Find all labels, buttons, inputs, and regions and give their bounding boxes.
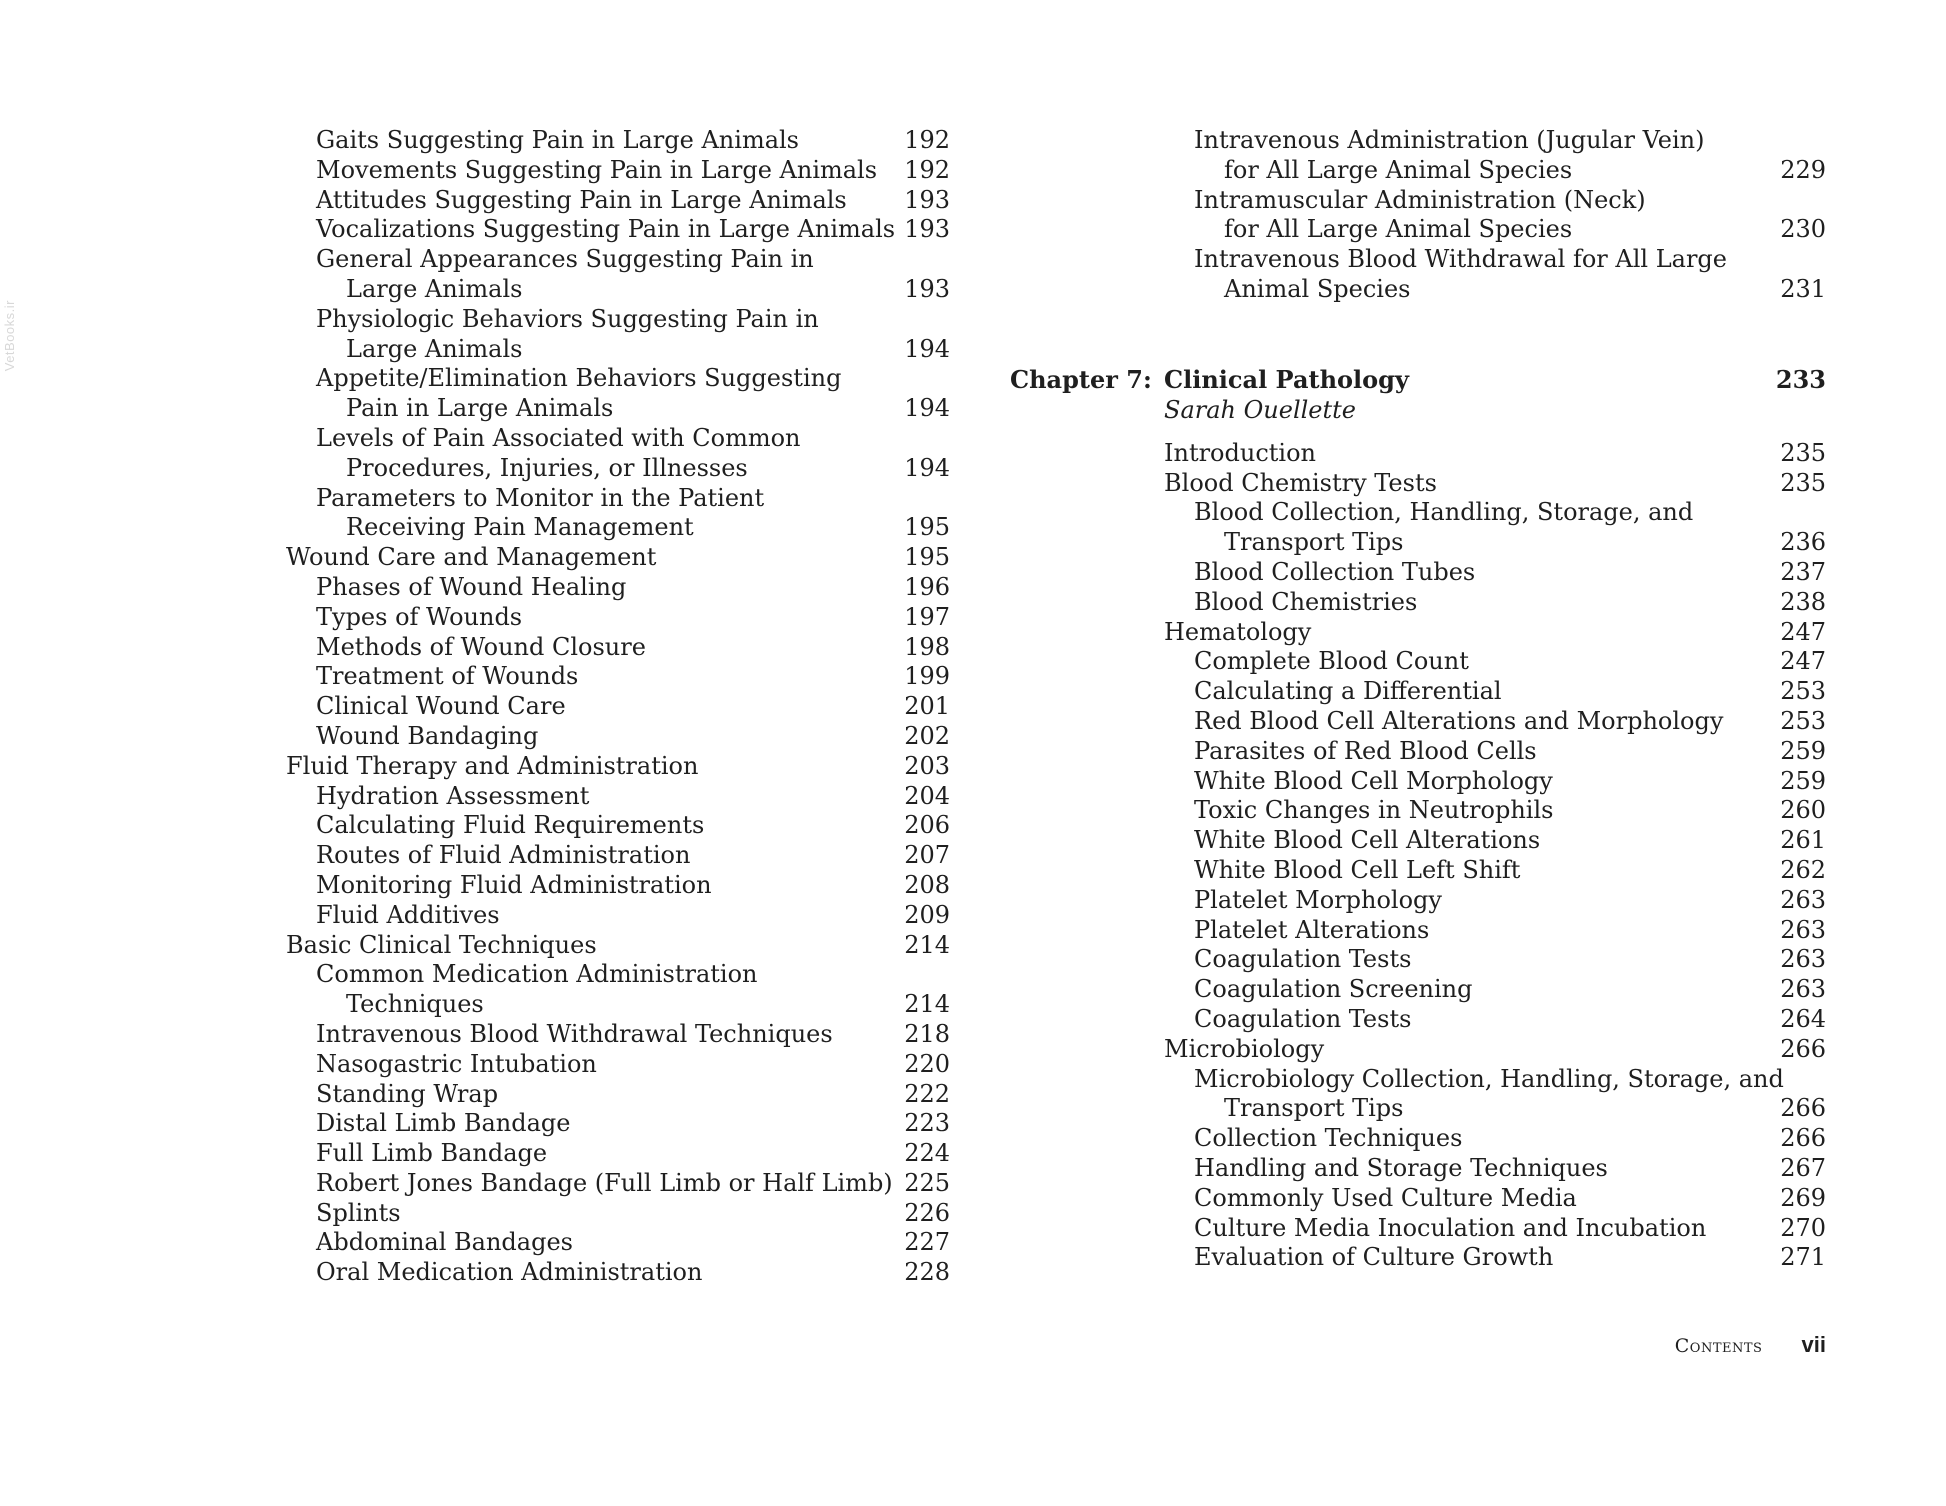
- toc-entry-page: 202: [904, 721, 950, 750]
- toc-entry-page: 270: [1780, 1213, 1826, 1242]
- footer-page-number: vii: [1801, 1332, 1826, 1357]
- toc-entry-page: 228: [904, 1258, 950, 1287]
- toc-entry-title: Physiologic Behaviors Suggesting Pain in: [316, 304, 819, 333]
- page-footer: [1675, 1330, 1826, 1360]
- toc-entry-title: Full Limb Bandage: [316, 1139, 548, 1168]
- watermark: VetBooks.ir: [2, 300, 17, 372]
- toc-entry[interactable]: [286, 1080, 950, 1110]
- toc-entry: [1010, 186, 1826, 216]
- toc-entry-page: 214: [904, 990, 950, 1019]
- toc-entry-title: Parasites of Red Blood Cells: [1194, 736, 1537, 765]
- toc-entry-title: Intramuscular Administration (Neck): [1194, 185, 1646, 214]
- toc-entry-page: 194: [904, 453, 950, 482]
- toc-entry-title: Coagulation Screening: [1194, 975, 1473, 1004]
- toc-entry-title: Blood Collection Tubes: [1194, 557, 1476, 586]
- toc-entry-page: 237: [1780, 557, 1826, 586]
- toc-entry[interactable]: [286, 603, 950, 633]
- toc-entry-title: Movements Suggesting Pain in Large Animals: [316, 155, 878, 184]
- toc-entry-title: Levels of Pain Associated with Common: [316, 423, 801, 452]
- toc-entry[interactable]: [286, 1139, 950, 1169]
- toc-entry-title: Distal Limb Bandage: [316, 1109, 571, 1138]
- toc-entry-title: Fluid Additives: [316, 900, 500, 929]
- toc-entry-title: Intravenous Administration (Jugular Vein): [1194, 126, 1705, 154]
- toc-entry-title: Evaluation of Culture Growth: [1194, 1243, 1554, 1272]
- toc-entry-page: 192: [904, 126, 950, 154]
- toc-entry[interactable]: [1010, 707, 1826, 737]
- toc-entry-title: Collection Techniques: [1194, 1124, 1463, 1153]
- toc-entry-title: Blood Chemistry Tests: [1164, 468, 1437, 497]
- toc-entry[interactable]: [286, 1020, 950, 1050]
- toc-entry[interactable]: [1010, 528, 1826, 558]
- toc-entry-title: Common Medication Administration: [316, 960, 758, 989]
- toc-entry[interactable]: [286, 454, 950, 484]
- toc-entry-page: 193: [904, 215, 950, 244]
- toc-entry-title: White Blood Cell Left Shift: [1194, 855, 1521, 884]
- toc-entry[interactable]: [286, 1228, 950, 1258]
- toc-entry-title: Basic Clinical Techniques: [286, 930, 597, 959]
- toc-entry[interactable]: [1010, 1243, 1826, 1273]
- toc-entry-title: Animal Species: [1224, 274, 1411, 303]
- toc-entry-title: for All Large Animal Species: [1224, 155, 1573, 184]
- toc-entry-title: Handling and Storage Techniques: [1194, 1153, 1608, 1182]
- toc-entry-page: 198: [904, 632, 950, 661]
- toc-entry[interactable]: [286, 156, 950, 186]
- chapter-title: Clinical Pathology: [1164, 364, 1409, 394]
- toc-entry-title: Intravenous Blood Withdrawal Techniques: [316, 1019, 833, 1048]
- toc-entry[interactable]: [286, 901, 950, 931]
- toc-entry-page: 204: [904, 781, 950, 810]
- toc-entry-title: Splints: [316, 1198, 401, 1227]
- toc-entry-title: Calculating a Differential: [1194, 677, 1502, 706]
- toc-entry[interactable]: [286, 752, 950, 782]
- toc-entry-title: Procedures, Injuries, or Illnesses: [346, 453, 748, 482]
- toc-entry-title: Commonly Used Culture Media: [1194, 1183, 1577, 1212]
- toc-entry-title: Coagulation Tests: [1194, 1004, 1412, 1033]
- toc-entry-title: Fluid Therapy and Administration: [286, 751, 699, 780]
- toc-entry-title: Routes of Fluid Administration: [316, 841, 691, 870]
- toc-entry-page: 231: [1780, 274, 1826, 303]
- toc-entry[interactable]: [286, 1050, 950, 1080]
- toc-entry-page: 260: [1780, 796, 1826, 825]
- toc-entry-title: Receiving Pain Management: [346, 513, 694, 542]
- toc-entry[interactable]: [286, 215, 950, 245]
- toc-entry-page: 263: [1780, 885, 1826, 914]
- toc-entry-title: Gaits Suggesting Pain in Large Animals: [316, 126, 799, 154]
- toc-entry[interactable]: [286, 722, 950, 752]
- toc-entry-title: Platelet Morphology: [1194, 885, 1442, 914]
- toc-entry-page: 225: [904, 1168, 950, 1197]
- toc-entry-title: for All Large Animal Species: [1224, 215, 1573, 244]
- toc-entry[interactable]: [286, 633, 950, 663]
- chapter-heading[interactable]: [1010, 365, 1826, 395]
- toc-entry: [286, 305, 950, 335]
- toc-entry[interactable]: [286, 126, 950, 156]
- toc-entry: [1010, 1065, 1826, 1095]
- toc-entry[interactable]: [1010, 558, 1826, 588]
- toc-entry: [1010, 245, 1826, 275]
- toc-entry-page: 235: [1780, 438, 1826, 467]
- toc-entry-page: 195: [904, 543, 950, 572]
- toc-entry-page: 201: [904, 692, 950, 721]
- toc-entry[interactable]: [286, 871, 950, 901]
- toc-entry-title: Introduction: [1164, 438, 1316, 467]
- toc-entry-page: 193: [904, 185, 950, 214]
- toc-entry-title: Nasogastric Intubation: [316, 1049, 597, 1078]
- toc-entry-page: 195: [904, 513, 950, 542]
- toc-entry-page: 259: [1780, 736, 1826, 765]
- spacer: [1010, 335, 1826, 365]
- toc-entry[interactable]: [286, 1199, 950, 1229]
- chapter-label: Chapter 7:: [1010, 364, 1152, 394]
- toc-entry-title: Standing Wrap: [316, 1079, 499, 1108]
- toc-entry[interactable]: [1010, 156, 1826, 186]
- spacer: [1010, 425, 1826, 439]
- toc-entry-page: 259: [1780, 766, 1826, 795]
- toc-entry-page: 247: [1780, 647, 1826, 676]
- toc-entry-page: 266: [1780, 1094, 1826, 1123]
- toc-entry-page: 194: [904, 334, 950, 363]
- toc-entry-title: Culture Media Inoculation and Incubation: [1194, 1213, 1707, 1242]
- toc-entry[interactable]: [1010, 647, 1826, 677]
- toc-entry-page: 224: [904, 1139, 950, 1168]
- toc-entry[interactable]: [1010, 856, 1826, 886]
- toc-entry[interactable]: [1010, 916, 1826, 946]
- toc-entry: [286, 960, 950, 990]
- toc-entry-title: Robert Jones Bandage (Full Limb or Half Limb): [316, 1168, 893, 1197]
- toc-entry[interactable]: [286, 931, 950, 961]
- toc-entry: [286, 245, 950, 275]
- toc-entry[interactable]: [1010, 677, 1826, 707]
- toc-entry-page: 261: [1780, 826, 1826, 855]
- toc-entry-page: 264: [1780, 1004, 1826, 1033]
- toc-entry[interactable]: [286, 394, 950, 424]
- toc-entry[interactable]: [286, 662, 950, 692]
- toc-entry-page: 229: [1780, 155, 1826, 184]
- toc-entry-page: 196: [904, 572, 950, 601]
- toc-entry[interactable]: [1010, 275, 1826, 305]
- toc-entry-title: Parameters to Monitor in the Patient: [316, 483, 765, 512]
- toc-entry[interactable]: [286, 1109, 950, 1139]
- toc-entry-title: Transport Tips: [1224, 528, 1404, 557]
- toc-entry[interactable]: [1010, 439, 1826, 469]
- chapter-page-number: 233: [1775, 364, 1826, 394]
- toc-entry-title: Techniques: [346, 990, 484, 1019]
- toc-entry[interactable]: [286, 543, 950, 573]
- toc-entry-title: Intravenous Blood Withdrawal for All Large: [1194, 245, 1727, 274]
- toc-entry-page: 236: [1780, 528, 1826, 557]
- toc-entry[interactable]: [286, 335, 950, 365]
- toc-right-column: [1010, 126, 1826, 1273]
- toc-entry-page: 235: [1780, 468, 1826, 497]
- toc-entry[interactable]: [1010, 1094, 1826, 1124]
- toc-entry-title: Red Blood Cell Alterations and Morphology: [1194, 706, 1724, 735]
- toc-entry-page: 269: [1780, 1183, 1826, 1212]
- toc-entry-title: Microbiology: [1164, 1034, 1325, 1063]
- toc-entry[interactable]: [286, 573, 950, 603]
- toc-entry: [1010, 498, 1826, 528]
- toc-entry[interactable]: [286, 782, 950, 812]
- toc-entry-title: Hydration Assessment: [316, 781, 590, 810]
- toc-entry[interactable]: [286, 692, 950, 722]
- toc-entry[interactable]: [1010, 1124, 1826, 1154]
- toc-entry-title: Wound Care and Management: [286, 543, 657, 572]
- toc-entry[interactable]: [1010, 588, 1826, 618]
- toc-entry-page: 199: [904, 662, 950, 691]
- toc-entry-title: White Blood Cell Alterations: [1194, 826, 1541, 855]
- toc-entry-page: 263: [1780, 945, 1826, 974]
- toc-entry-page: 253: [1780, 677, 1826, 706]
- toc-entry-page: 230: [1780, 215, 1826, 244]
- toc-entry-title: Pain in Large Animals: [346, 394, 614, 423]
- toc-entry-title: Transport Tips: [1224, 1094, 1404, 1123]
- toc-left-column: [286, 126, 950, 1288]
- chapter-author-name: Sarah Ouellette: [1164, 395, 1356, 424]
- footer-section-title: Contents: [1674, 1335, 1763, 1357]
- toc-entry-page: 220: [904, 1049, 950, 1078]
- toc-entry-title: Calculating Fluid Requirements: [316, 811, 705, 840]
- toc-entry-page: 263: [1780, 915, 1826, 944]
- toc-entry-title: Vocalizations Suggesting Pain in Large Animals: [316, 215, 896, 244]
- toc-entry-page: 203: [904, 751, 950, 780]
- toc-entry-page: 266: [1780, 1124, 1826, 1153]
- toc-entry-title: Abdominal Bandages: [316, 1228, 573, 1257]
- toc-entry[interactable]: [1010, 1154, 1826, 1184]
- toc-entry-title: Appetite/Elimination Behaviors Suggesting: [316, 364, 842, 393]
- toc-entry[interactable]: [286, 990, 950, 1020]
- toc-entry-page: 253: [1780, 706, 1826, 735]
- toc-entry-title: Blood Chemistries: [1194, 587, 1418, 616]
- toc-entry[interactable]: [1010, 975, 1826, 1005]
- toc-entry-title: Monitoring Fluid Administration: [316, 870, 712, 899]
- toc-entry-page: 223: [904, 1109, 950, 1138]
- toc-entry: [286, 364, 950, 394]
- toc-entry[interactable]: [1010, 796, 1826, 826]
- toc-entry-title: Types of Wounds: [316, 602, 523, 631]
- toc-entry[interactable]: [1010, 1035, 1826, 1065]
- toc-entry-title: Microbiology Collection, Handling, Storage, and: [1194, 1064, 1784, 1093]
- toc-entry-title: Large Animals: [346, 274, 523, 303]
- toc-entry-page: 266: [1780, 1034, 1826, 1063]
- toc-entry-title: Oral Medication Administration: [316, 1258, 703, 1287]
- toc-entry-page: 263: [1780, 975, 1826, 1004]
- toc-entry[interactable]: [1010, 826, 1826, 856]
- toc-entry: [1010, 126, 1826, 156]
- toc-entry-page: 192: [904, 155, 950, 184]
- toc-entry-title: Complete Blood Count: [1194, 647, 1469, 676]
- toc-entry-page: 194: [904, 394, 950, 423]
- toc-entry[interactable]: [286, 186, 950, 216]
- toc-entry-title: Platelet Alterations: [1194, 915, 1430, 944]
- toc-entry-title: General Appearances Suggesting Pain in: [316, 245, 814, 274]
- toc-entry: [286, 484, 950, 514]
- toc-entry[interactable]: [286, 513, 950, 543]
- toc-entry-title: Phases of Wound Healing: [316, 572, 627, 601]
- toc-entry-title: Clinical Wound Care: [316, 692, 566, 721]
- toc-entry-page: 247: [1780, 617, 1826, 646]
- toc-entry-title: Hematology: [1164, 617, 1312, 646]
- toc-entry[interactable]: [286, 275, 950, 305]
- toc-entry-page: 238: [1780, 587, 1826, 616]
- toc-entry-page: 209: [904, 900, 950, 929]
- toc-entry[interactable]: [1010, 469, 1826, 499]
- toc-entry[interactable]: [1010, 945, 1826, 975]
- toc-entry-title: Attitudes Suggesting Pain in Large Animals: [316, 185, 847, 214]
- toc-entry[interactable]: [1010, 737, 1826, 767]
- toc-entry-page: 208: [904, 870, 950, 899]
- toc-entry-title: Blood Collection, Handling, Storage, and: [1194, 498, 1694, 527]
- toc-entry-page: 222: [904, 1079, 950, 1108]
- toc-entry[interactable]: [1010, 886, 1826, 916]
- toc-entry-page: 197: [904, 602, 950, 631]
- toc-entry: [286, 424, 950, 454]
- toc-entry-page: 271: [1780, 1243, 1826, 1272]
- toc-entry[interactable]: [1010, 215, 1826, 245]
- toc-entry[interactable]: [286, 811, 950, 841]
- chapter-author: [1010, 395, 1826, 425]
- toc-entry-page: 214: [904, 930, 950, 959]
- toc-entry-title: Large Animals: [346, 334, 523, 363]
- toc-entry[interactable]: [1010, 767, 1826, 797]
- toc-entry-page: 262: [1780, 855, 1826, 884]
- toc-entry-page: 226: [904, 1198, 950, 1227]
- toc-entry[interactable]: [1010, 1214, 1826, 1244]
- toc-entry-title: Treatment of Wounds: [316, 662, 579, 691]
- toc-entry-title: Coagulation Tests: [1194, 945, 1412, 974]
- toc-entry[interactable]: [1010, 618, 1826, 648]
- toc-entry[interactable]: [286, 1169, 950, 1199]
- toc-entry-page: 227: [904, 1228, 950, 1257]
- toc-entry[interactable]: [1010, 1184, 1826, 1214]
- toc-entry[interactable]: [1010, 1005, 1826, 1035]
- toc-entry-page: 206: [904, 811, 950, 840]
- toc-entry-page: 267: [1780, 1153, 1826, 1182]
- toc-entry-title: White Blood Cell Morphology: [1194, 766, 1553, 795]
- toc-entry-page: 218: [904, 1019, 950, 1048]
- toc-entry-title: Methods of Wound Closure: [316, 632, 646, 661]
- toc-entry-title: Wound Bandaging: [316, 721, 539, 750]
- toc-entry-page: 193: [904, 274, 950, 303]
- toc-entry[interactable]: [286, 1258, 950, 1288]
- spacer: [1010, 305, 1826, 335]
- toc-entry[interactable]: [286, 841, 950, 871]
- toc-entry-title: Toxic Changes in Neutrophils: [1194, 796, 1554, 825]
- toc-entry-page: 207: [904, 841, 950, 870]
